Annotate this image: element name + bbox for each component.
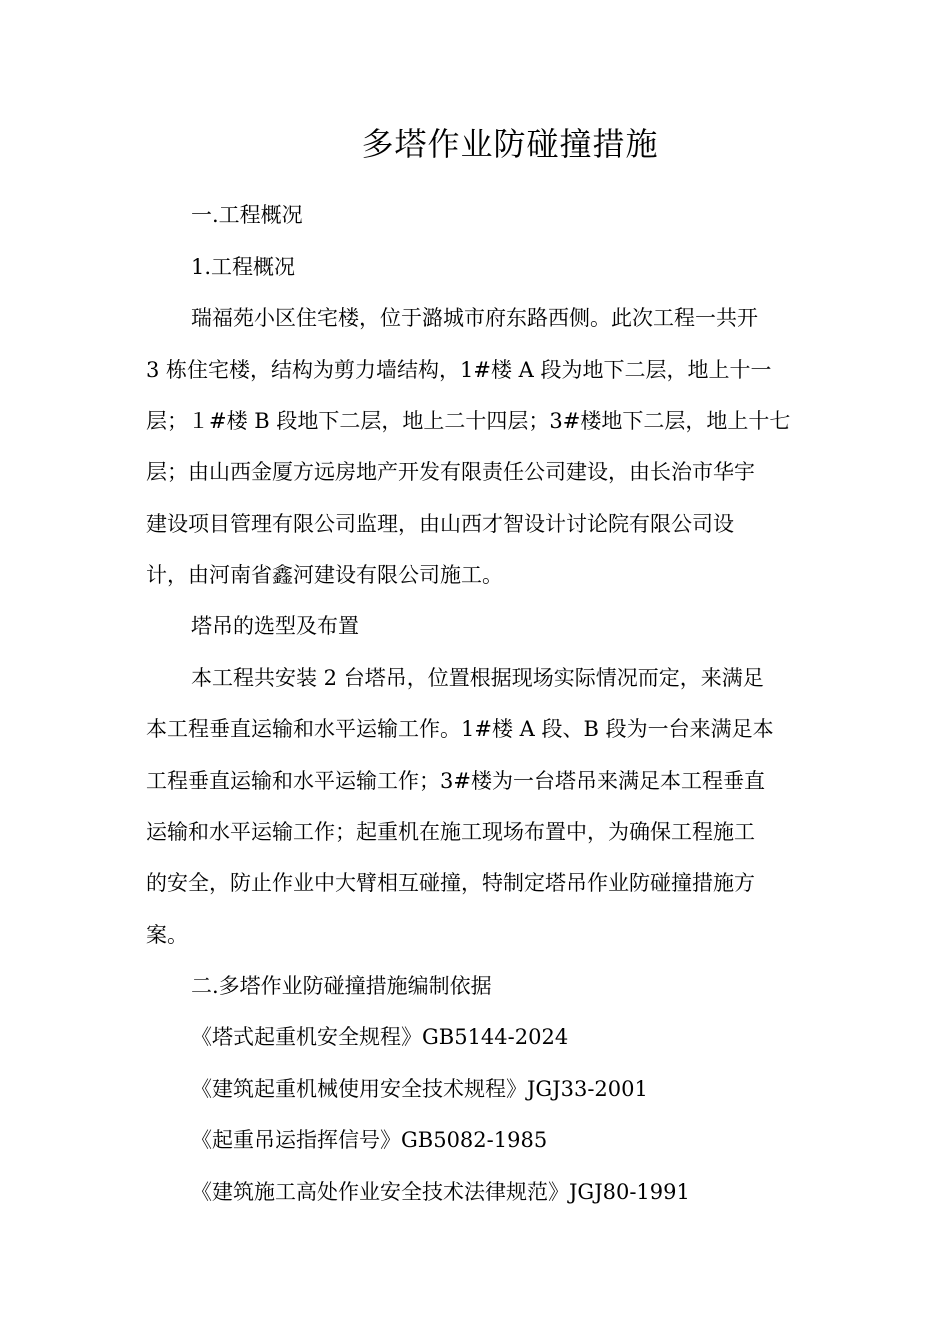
reference-item: 《建筑施工高处作业安全技术法律规范》JGJ80-1991 — [191, 1180, 690, 1204]
paragraph-line: 工程垂直运输和水平运输工作；3#楼为一台塔吊来满足本工程垂直 — [146, 769, 765, 793]
reference-item: 《建筑起重机械使用安全技术规程》JGJ33-2001 — [191, 1077, 648, 1101]
subsection-heading-crane: 塔吊的选型及布置 — [191, 614, 359, 638]
reference-item: 《塔式起重机安全规程》GB5144-2024 — [191, 1025, 569, 1049]
paragraph-line: 运输和水平运输工作；起重机在施工现场布置中，为确保工程施工 — [146, 820, 755, 844]
paragraph-line: 建设项目管理有限公司监理，由山西才智设计讨论院有限公司设 — [146, 512, 734, 536]
document-title: 多塔作业防碰撞措施 — [361, 125, 659, 163]
section-heading-1: 一.工程概况 — [191, 203, 303, 227]
paragraph-line: 的安全，防止作业中大臂相互碰撞，特制定塔吊作业防碰撞措施方 — [146, 871, 755, 895]
subsection-heading-1-1: 1.工程概况 — [191, 255, 296, 279]
reference-item: 《起重吊运指挥信号》GB5082-1985 — [191, 1128, 548, 1152]
paragraph-line: 案。 — [146, 923, 188, 947]
paragraph-line: 3 栋住宅楼，结构为剪力墙结构，1#楼 A 段为地下二层，地上十一 — [146, 358, 772, 382]
paragraph-line: 层；由山西金厦方远房地产开发有限责任公司建设，由长治市华宇 — [146, 460, 755, 484]
paragraph-line: 本工程共安装 2 台塔吊，位置根据现场实际情况而定，来满足 — [191, 666, 764, 690]
paragraph-line: 本工程垂直运输和水平运输工作。1#楼 A 段、B 段为一台来满足本 — [146, 717, 774, 741]
section-heading-2: 二.多塔作业防碰撞措施编制依据 — [191, 974, 492, 998]
paragraph-line: 计，由河南省鑫河建设有限公司施工。 — [146, 563, 503, 587]
paragraph-line: 瑞福苑小区住宅楼，位于潞城市府东路西侧。此次工程一共开 — [191, 306, 758, 330]
paragraph-line: 层；１#楼 B 段地下二层，地上二十四层；3#楼地下二层，地上十七 — [146, 409, 791, 433]
